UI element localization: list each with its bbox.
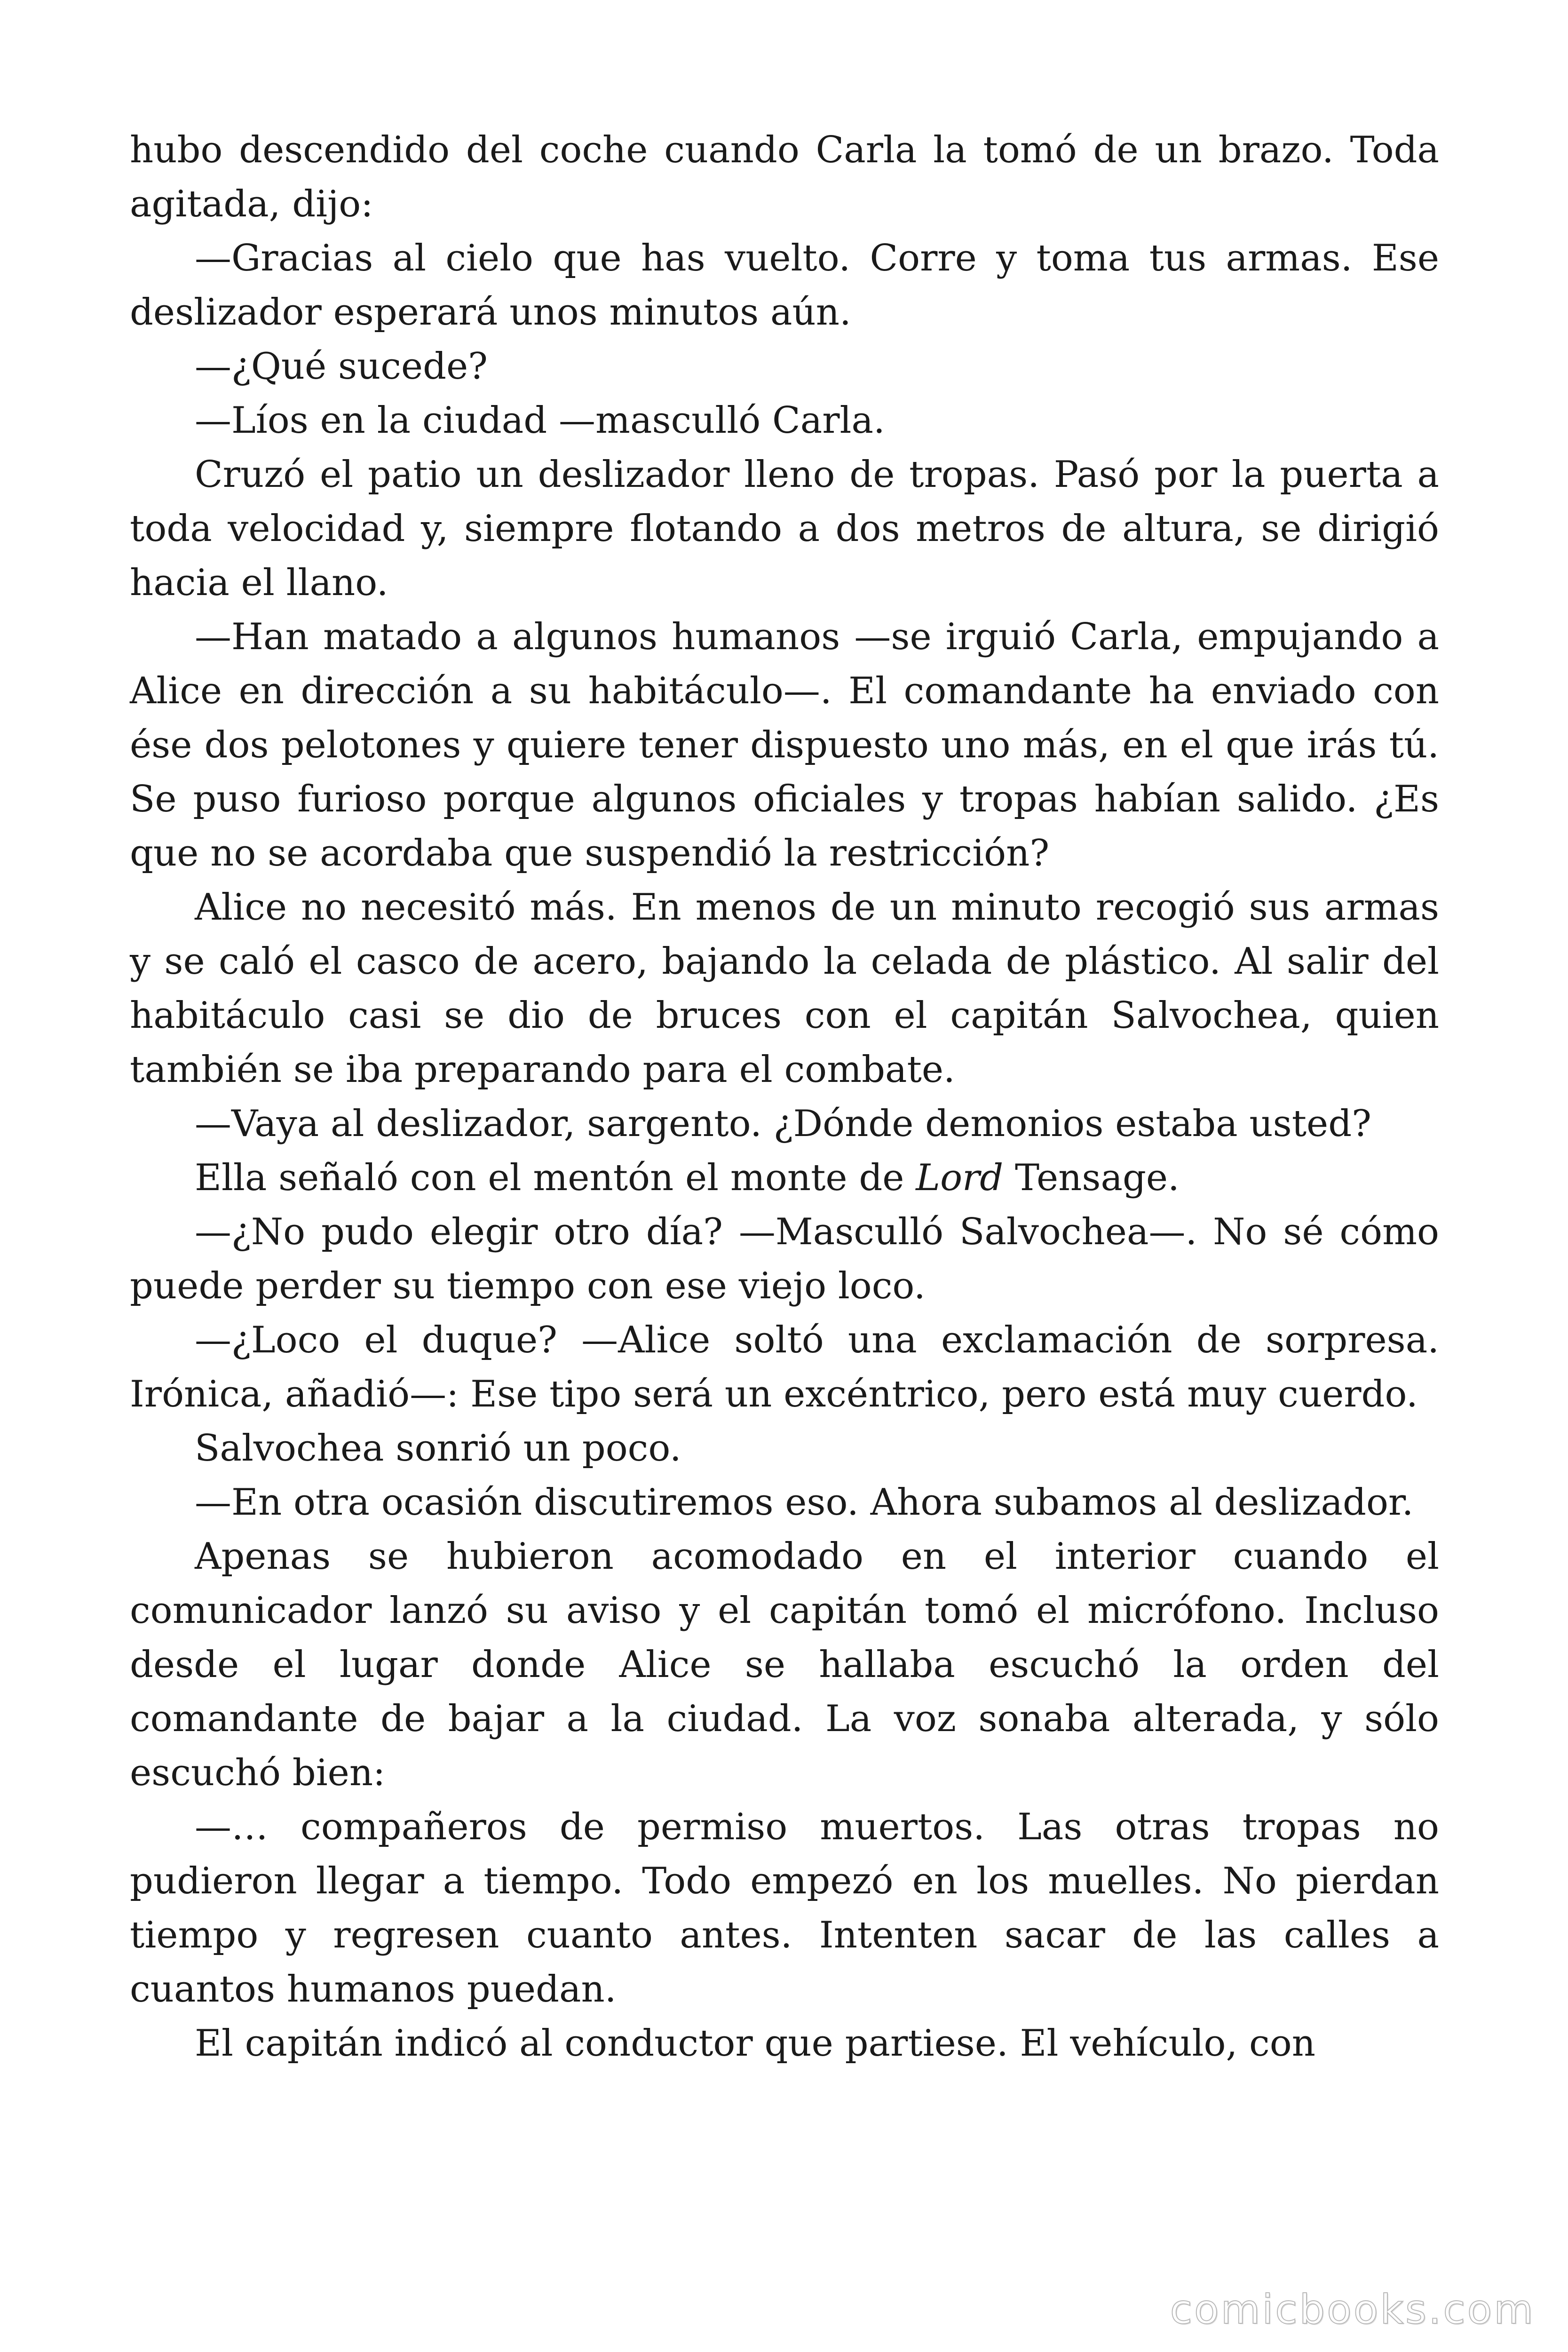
paragraph: —… compañeros de permiso muertos. Las otras tropas no pudieron llegar a tiempo. Todo empezó en los muelles. No pierdan tiempo y regresen cuanto antes. Intenten sacar de las calles a cuantos humanos puedan. xyxy=(130,1806,1439,2010)
paragraph xyxy=(130,1151,1439,1205)
paragraph-segment: Ella señaló con el mentón el monte de xyxy=(195,1157,916,1199)
paragraph: hubo descendido del coche cuando Carla la tomó de un brazo. Toda agitada, dijo: xyxy=(130,129,1439,225)
paragraph: El capitán indicó al conductor que partiese. El vehículo, con xyxy=(195,2022,1315,2065)
paragraph: —¿Loco el duque? —Alice soltó una exclamación de sorpresa. Irónica, añadió—: Ese tipo será un excéntrico, pero está muy cuerdo. xyxy=(130,1319,1439,1415)
paragraph: Salvochea sonrió un poco. xyxy=(195,1427,681,1470)
paragraph-italic-segment: Lord xyxy=(916,1157,1004,1199)
paragraph: —Líos en la ciudad —masculló Carla. xyxy=(195,399,885,442)
paragraph: —¿No pudo elegir otro día? —Masculló Salvochea—. No sé cómo puede perder su tiempo con ese viejo loco. xyxy=(130,1211,1439,1307)
paragraph: Alice no necesitó más. En menos de un minuto recogió sus armas y se caló el casco de acero, bajando la celada de plástico. Al salir del habitáculo casi se dio de bruces con el capitán Salvochea, quien también se iba preparando para el combate. xyxy=(130,886,1439,1091)
paragraph: —Gracias al cielo que has vuelto. Corre y toma tus armas. Ese deslizador esperará unos minutos aún. xyxy=(130,237,1439,334)
paragraph: —En otra ocasión discutiremos eso. Ahora subamos al deslizador. xyxy=(195,1481,1414,1524)
paragraph: —Vaya al deslizador, sargento. ¿Dónde demonios estaba usted? xyxy=(195,1103,1371,1145)
page-text xyxy=(130,123,1439,2071)
paragraph: Apenas se hubieron acomodado en el interior cuando el comunicador lanzó su aviso y el capitán tomó el micrófono. Incluso desde el lugar donde Alice se hallaba escuchó la orden del comandante de bajar a la ciudad. La voz sonaba alterada, y sólo escuchó bien: xyxy=(130,1535,1439,1794)
paragraph: Cruzó el patio un deslizador lleno de tropas. Pasó por la puerta a toda velocidad y, siempre flotando a dos metros de altura, se dirigió hacia el llano. xyxy=(130,453,1439,604)
paragraph-segment: Tensage. xyxy=(1003,1157,1180,1199)
paragraph: —Han matado a algunos humanos —se irguió Carla, empujando a Alice en dirección a su habitáculo—. El comandante ha enviado con ése dos pelotones y quiere tener dispuesto uno más, en el que irás tú. Se puso furioso porque algunos oficiales y tropas habían salido. ¿Es que no se acordaba que suspendió la restricción? xyxy=(130,616,1439,874)
paragraph: —¿Qué sucede? xyxy=(195,345,488,388)
watermark: comicbooks.com xyxy=(1170,2286,1535,2333)
